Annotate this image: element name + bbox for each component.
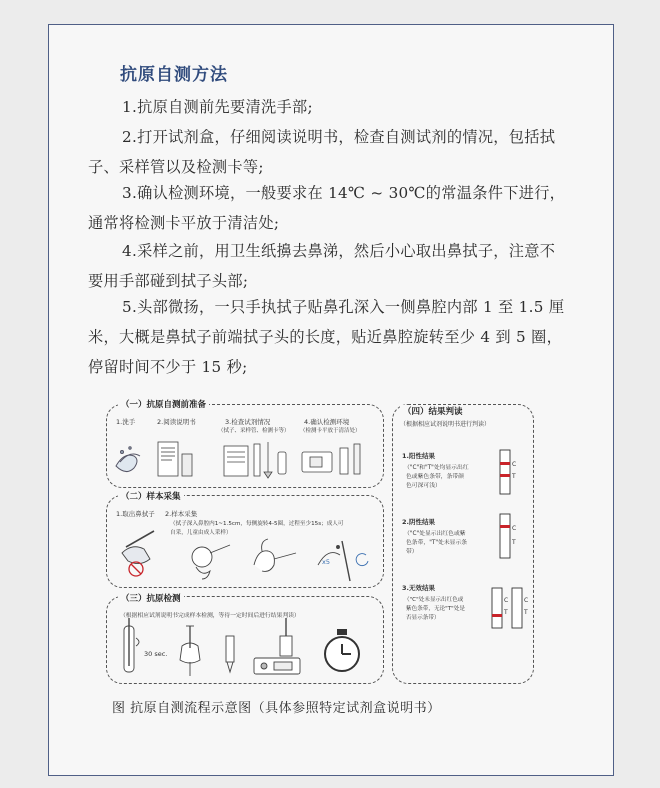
negative-title: 2.阴性结果: [402, 518, 435, 526]
step-5-text: 5.头部微扬，一只手执拭子贴鼻孔深入一侧鼻腔内部 1 至 1.5 厘 米，大概是鼻拭子前端拭子头的长度，贴近鼻腔旋转至少 4 到 5 圈， 停留时间不少于 15 秒;: [88, 298, 565, 376]
rotation-count: x5: [322, 558, 330, 566]
invalid-desc-3: 否显示条带）: [406, 615, 440, 621]
invalid-title: 3.无效结果: [402, 584, 435, 592]
sample-desc-1: （拭子深入鼻腔内1~1.5cm，每侧旋转4-5圈，过程至少15s；成人可: [170, 521, 344, 527]
test-card-icon: [302, 444, 360, 474]
swab-pack-icon: [122, 531, 154, 576]
detect-title: （三）抗原检测: [118, 592, 184, 604]
invalid-c-label-a: C: [504, 597, 509, 604]
negative-desc-2: 色条带，"T"处未显示条: [406, 540, 468, 546]
sample-step-2: 2.样本采集: [165, 510, 198, 518]
prep-step-3-sub: （拭子、采样管、检测卡等）: [218, 428, 290, 434]
positive-strip: [500, 450, 510, 494]
negative-desc-1: （"C"处显示出红色或紫: [404, 531, 466, 537]
invalid-t-label-a: T: [504, 609, 508, 616]
detect-illustrations: [106, 596, 384, 684]
sample-tube-icon: [124, 618, 139, 672]
step-4-text: 4.采样之前，用卫生纸擤去鼻涕，然后小心取出鼻拭子，注意不 要用手部碰到拭子头部;: [88, 242, 556, 290]
negative-strip: [500, 514, 510, 558]
invalid-strip-b: [512, 588, 522, 628]
test-cassette-icon: [254, 658, 300, 674]
detect-desc: （根据相应试剂说明书完成样本检测，等待一定时间后进行结果判读）: [120, 613, 300, 619]
sample-desc-2: 自采，儿童由成人采样）: [170, 530, 232, 536]
negative-t-label: T: [512, 539, 516, 546]
hand-wash-icon: [116, 447, 140, 472]
positive-c-label: C: [512, 461, 517, 468]
step-3-text: 3.确认检测环境，一般要求在 14℃ ~ 30℃的常温条件下进行， 通常将检测卡平放于清洁处;: [88, 184, 566, 232]
sample-illustrations: [106, 495, 384, 588]
step-2-text: 2.打开试剂盒，仔细阅读说明书，检查自测试剂的情况，包括拭 子、采样管以及检测卡等;: [88, 128, 556, 176]
negative-c-label: C: [512, 525, 517, 532]
positive-desc-3: 色可深可浅）: [406, 483, 441, 489]
positive-desc-2: 色或紫色条带，条带颜: [406, 474, 464, 480]
positive-t-label: T: [512, 473, 516, 480]
nasal-swab-icon: [192, 539, 368, 581]
prep-step-3: 3.检查试剂情况: [225, 418, 271, 426]
prep-step-4-sub: （检测卡平放于清洁处）: [300, 428, 361, 434]
prep-title: （一）抗原自测前准备: [118, 398, 209, 410]
sample-step-1: 1.取出鼻拭子: [116, 510, 155, 518]
prep-step-2: 2.阅读说明书: [157, 418, 196, 426]
step-1-text: 1.抗原自测前先要清洗手部;: [122, 98, 313, 116]
positive-title: 1.阳性结果: [402, 452, 435, 460]
timer-icon: [325, 630, 359, 671]
kit-check-icon: [224, 442, 286, 478]
prep-illustrations: [106, 404, 384, 488]
negative-desc-3: 带）: [406, 549, 418, 555]
invalid-c-label-b: C: [524, 597, 529, 604]
page-heading: 抗原自测方法: [120, 65, 228, 85]
result-title: （四）结果判读: [400, 405, 466, 417]
manual-icon: [158, 442, 192, 476]
result-desc: （根据相应试剂说明书进行判读）: [400, 421, 491, 428]
squeeze-tube-icon: [180, 626, 200, 676]
invalid-desc-1: （"C"处未显示出红色或: [404, 597, 464, 603]
invalid-t-label-b: T: [524, 609, 528, 616]
prep-step-4: 4.确认检测环境: [304, 418, 350, 426]
wait-seconds: 30 sec.: [144, 650, 168, 658]
invalid-strip-a: [492, 588, 502, 628]
invalid-desc-2: 紫色条带，无论"T"处是: [406, 606, 465, 612]
prep-step-1: 1.洗手: [116, 418, 136, 426]
figure-caption: 图 抗原自测流程示意图（具体参照特定试剂盒说明书）: [112, 701, 441, 716]
sample-title: （二）样本采集: [118, 490, 184, 502]
positive-desc-1: （"C"和"T"处均显示出红: [404, 465, 469, 471]
